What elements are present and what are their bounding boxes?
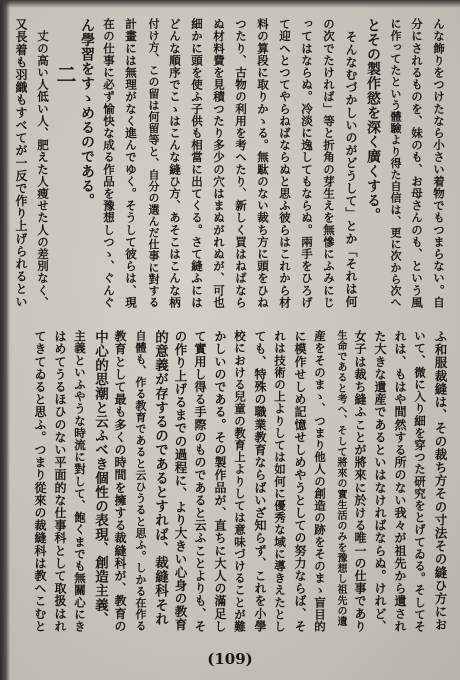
text-column: た大きな遺産であるといはなければならぬ。けれど、 — [373, 330, 387, 633]
text-column: て迎へとつてやらねばならぬと思ふ彼らはこれから材 — [278, 18, 292, 309]
text-column: 細かに頭を使ふ子供も相當に出てくる。さて縫ふには — [190, 18, 204, 309]
scan-shadow-left — [0, 0, 10, 680]
text-column: れは、もはや間然する所のない我々が祖先から遺され — [393, 330, 407, 633]
text-column: 教育として最も多くの時間を擁する裁縫科が、教育の — [113, 330, 127, 633]
text-column: の次でたければ」等と折角の芽生えを無慘にふみにじ — [322, 18, 336, 309]
text-column: つたり、古物の利用を考へたり、新しく買はねばなら — [234, 18, 248, 309]
page-number: (109) — [207, 650, 253, 668]
text-column: て實用し得る手際のものであると云ふことよりも、そ — [193, 330, 207, 633]
text-column: 丈の高い人低い人、肥えた人痩せた人の差別なく、 — [36, 18, 50, 309]
section-heading: 二 — [53, 64, 77, 84]
text-column: 分にされるものを、妹のも、お母さんのも、という風 — [410, 18, 424, 309]
upper-text-block — [10, 18, 450, 318]
text-column: どんな順序でこゝはこんな縫ひ方、あそこはこんな柄 — [168, 18, 182, 309]
text-column: 女子は裁ち縫ふことが將來に於ける唯一の仕事であり — [353, 330, 367, 633]
text-column: 在の仕事に必ず愉快な成る作品を豫想しつゝ、ぐんぐ — [102, 18, 116, 309]
text-column: ても、特殊の職業教育ならばいざ知らず、これを小學 — [253, 330, 267, 633]
text-column: 又長着も羽織もすべてが一反で作り上げられるとい — [14, 18, 28, 308]
text-column: れは技術の上よりしては如何に優秀な域に導きえたとし — [273, 330, 287, 633]
text-column: いて、微に入り細を穿つた研究をとげてゐる。そしてそ — [413, 330, 427, 633]
lower-text-block — [30, 330, 450, 635]
text-column: そんなむづかしいのがどうして」とか「それは何 — [344, 18, 358, 308]
text-column: てきてゐると思ふ。つまり從來の裁縫科は教へこむと — [33, 330, 47, 633]
text-column: 中心的思潮と云ふべき個性の表現、創造主義、 — [92, 330, 108, 627]
text-column: 料の算段に取りかゝる。無駄のない裁ち方に頭をひね — [256, 18, 270, 309]
text-column: 的意義が存するのであるとすれば、裁縫科それ — [152, 330, 168, 627]
text-column: ん學習をすゝめるのである。 — [79, 18, 95, 208]
text-column: 自體も、作る教育であると云ひうると思ふ。しかる在作る — [134, 330, 147, 632]
text-column: 主義といふやうな時流に對して、飽くまでも無關心にき — [73, 330, 87, 633]
text-column: に模作せしめ記憶せしめやうとしての努力ならば、そ — [293, 330, 307, 633]
text-column: の作り上げるまでの過程に、より大きい心身の教育 — [173, 330, 188, 632]
text-column: ふ和服裁縫は、その裁ち方その寸法その縫ひ方にお — [433, 330, 448, 632]
text-column: はめてうるほひのない平面的な仕事科として取扱はれ — [53, 330, 67, 633]
text-column: 生命であると考へ、そして將來の實生活のみを豫想し祖先の遺 — [335, 330, 346, 627]
scan-shadow-top — [0, 0, 460, 8]
text-column: ぬ材料費を見積つたり多少の穴はまぬがれぬが、可也 — [212, 18, 226, 309]
text-column: 校における兒童の教育上よりしては意味づけることが難 — [233, 330, 247, 633]
text-column: 付け方、この留は何留等と、自分の選んだ仕事に對する — [147, 18, 160, 308]
text-column: とその製作慾を深く廣くする。 — [365, 18, 381, 223]
text-column: 計畫には無理がなく進んでゆく。そうして彼らは、現 — [124, 18, 138, 309]
text-column: 産をそのまゝ、つまり他人の創造の跡をそのまゝ盲目的 — [313, 330, 327, 633]
text-column: ってはならぬ。冷淡に逸してもならぬ。兩手をひろげ — [300, 18, 314, 309]
text-column: んな飾りをつけたなら小さい着物でもつまらない。自 — [432, 18, 446, 309]
text-column: かしいのである。その製作品が、直ちに大人の滿足し — [213, 330, 227, 633]
text-column: に作ってたという體驗より得た自信は、更に次から次へ — [389, 18, 402, 308]
